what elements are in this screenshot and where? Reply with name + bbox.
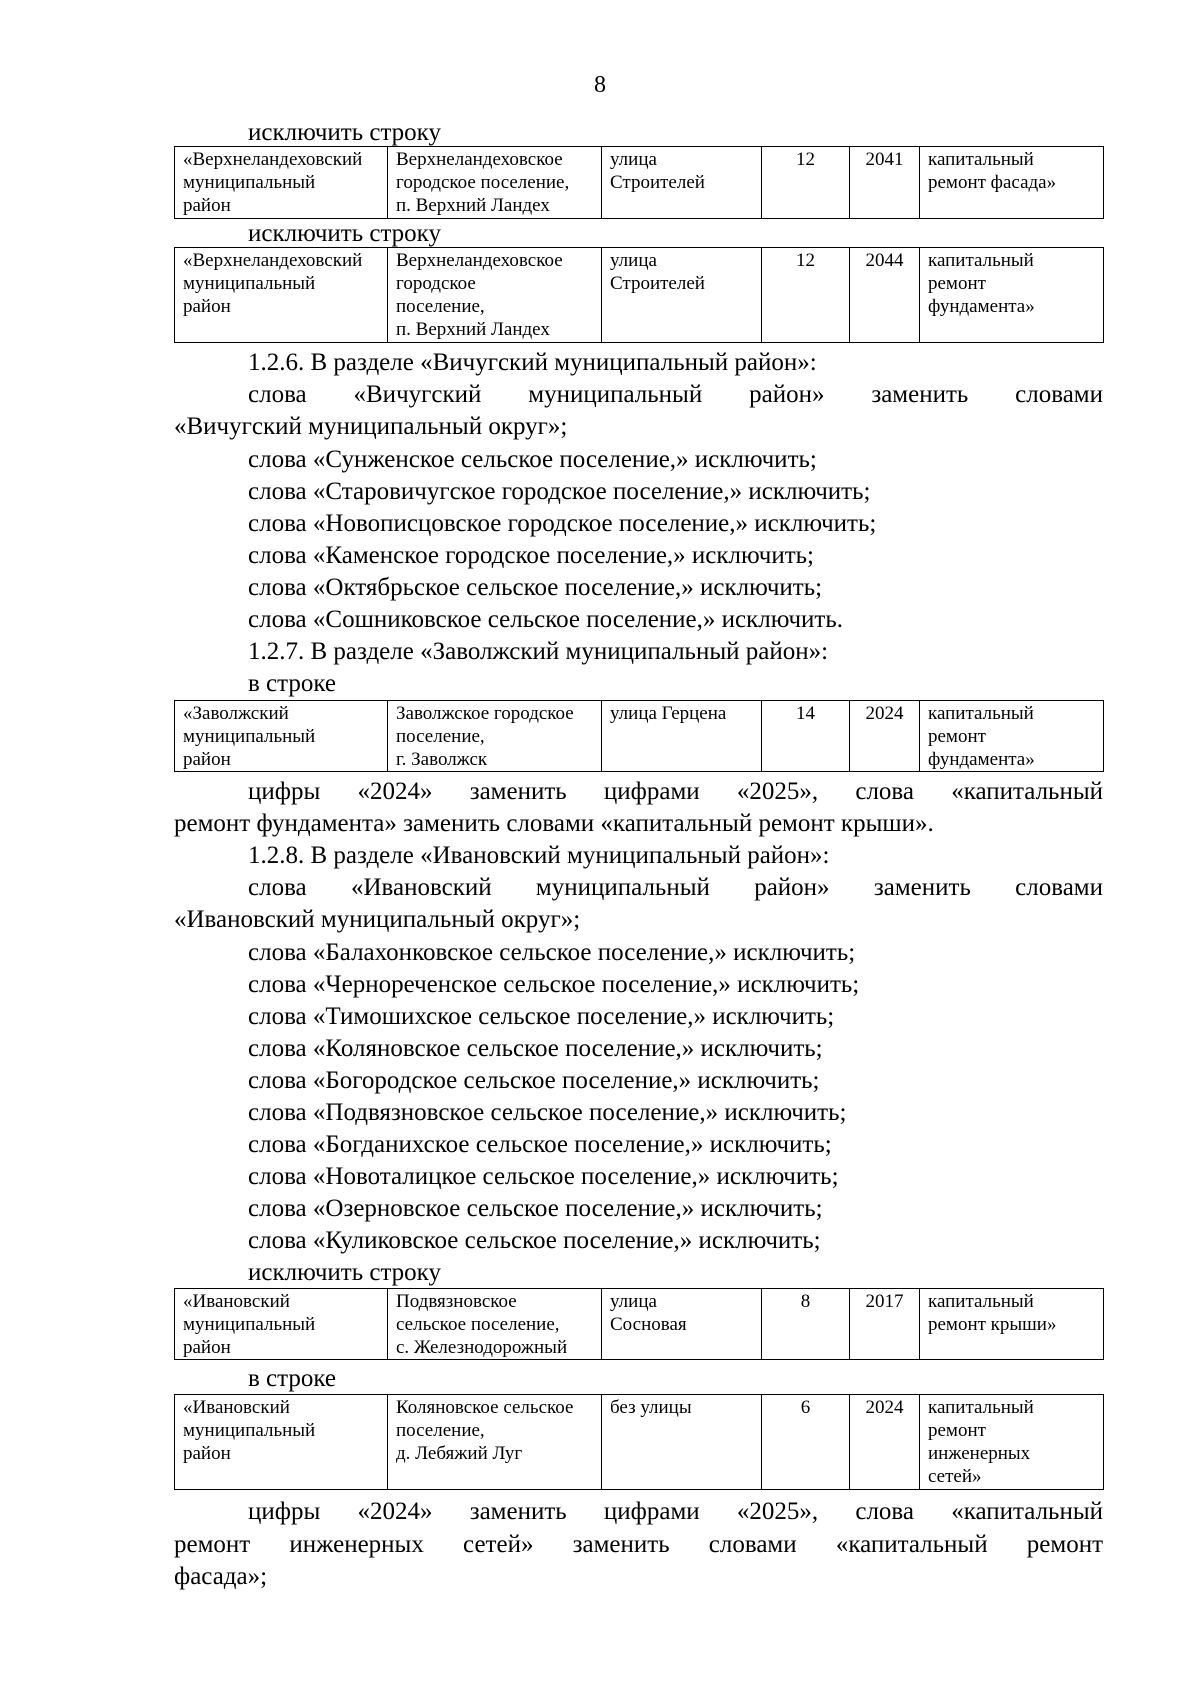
list-item: слова «Сошниковское сельское поселение,» исключить.	[248, 606, 844, 633]
list-item: слова «Богородское сельское поселение,» исключить;	[248, 1067, 820, 1094]
list-item: слова «Чернореченское сельское поселение,» исключить;	[248, 971, 860, 998]
record-table	[174, 247, 1104, 343]
cell-street: улица Герцена	[602, 701, 762, 772]
paragraph-line: ремонт фундамента» заменить словами «капитальный ремонт крыши».	[174, 810, 934, 837]
list-item: слова «Новоталицкое сельское поселение,» исключить;	[248, 1163, 839, 1190]
record-table	[174, 1288, 1104, 1360]
cell-district: «Заволжский муниципальный район	[175, 701, 388, 772]
cell-settlement: Заволжское городское поселение, г. Заволжск	[388, 701, 602, 772]
list-item: слова «Октябрьское сельское поселение,» исключить;	[248, 574, 823, 601]
instruction-exclude-row: исключить строку	[248, 1259, 441, 1286]
cell-work-type: капитальный ремонт фундамента»	[920, 248, 1104, 343]
section-heading: 1.2.7. В разделе «Заволжский муниципальный район»:	[248, 638, 829, 665]
cell-district: «Верхнеландеховский муниципальный район	[175, 248, 388, 343]
instruction-in-row: в строке	[248, 670, 337, 697]
paragraph-line: слова «Вичугский муниципальный район» заменить словами	[248, 381, 1103, 408]
table-row	[175, 248, 1104, 343]
cell-house-number: 14	[762, 701, 850, 772]
cell-settlement: Коляновское сельское поселение, д. Лебяжий Луг	[388, 1395, 602, 1490]
cell-street: улица Строителей	[602, 248, 762, 343]
paragraph-line: цифры «2024» заменить цифрами «2025», слова «капитальный	[248, 1498, 1103, 1525]
list-item: слова «Каменское городское поселение,» исключить;	[248, 542, 814, 569]
table-row	[175, 1395, 1104, 1490]
cell-house-number: 8	[762, 1289, 850, 1360]
record-table	[174, 700, 1104, 772]
paragraph-line: ремонт инженерных сетей» заменить словами «капитальный ремонт	[174, 1531, 1103, 1558]
cell-settlement: Подвязновское сельское поселение, с. Железнодорожный	[388, 1289, 602, 1360]
record-table	[174, 1394, 1104, 1490]
cell-year: 2024	[850, 1395, 920, 1490]
list-item: слова «Озерновское сельское поселение,» исключить;	[248, 1195, 823, 1222]
list-item: слова «Богданихское сельское поселение,» исключить;	[248, 1131, 832, 1158]
cell-house-number: 6	[762, 1395, 850, 1490]
paragraph-line: «Ивановский муниципальный округ»;	[174, 906, 581, 933]
section-heading: 1.2.8. В разделе «Ивановский муниципальный район»:	[248, 842, 830, 869]
list-item: слова «Подвязновское сельское поселение,» исключить;	[248, 1099, 847, 1126]
list-item: слова «Сунженское сельское поселение,» исключить;	[248, 446, 817, 473]
cell-street: улица Строителей	[602, 147, 762, 219]
section-heading: 1.2.6. В разделе «Вичугский муниципальный район»:	[248, 349, 817, 376]
cell-street: улица Сосновая	[602, 1289, 762, 1360]
table-row	[175, 701, 1104, 772]
list-item: слова «Новописцовское городское поселение,» исключить;	[248, 510, 877, 537]
cell-street: без улицы	[602, 1395, 762, 1490]
cell-house-number: 12	[762, 248, 850, 343]
page-number: 8	[594, 72, 606, 98]
instruction-exclude-row: исключить строку	[248, 119, 441, 146]
list-item: слова «Тимошихское сельское поселение,» исключить;	[248, 1003, 835, 1030]
paragraph-line: цифры «2024» заменить цифрами «2025», слова «капитальный	[248, 778, 1103, 805]
cell-settlement: Верхнеландеховское городское поселение, п. Верхний Ландех	[388, 248, 602, 343]
cell-work-type: капитальный ремонт фасада»	[920, 147, 1104, 219]
table-row	[175, 147, 1104, 219]
list-item: слова «Балахонковское сельское поселение,» исключить;	[248, 939, 856, 966]
cell-year: 2017	[850, 1289, 920, 1360]
cell-year: 2041	[850, 147, 920, 219]
cell-house-number: 12	[762, 147, 850, 219]
cell-year: 2044	[850, 248, 920, 343]
cell-work-type: капитальный ремонт фундамента»	[920, 701, 1104, 772]
cell-district: «Верхнеландеховский муниципальный район	[175, 147, 388, 219]
cell-work-type: капитальный ремонт крыши»	[920, 1289, 1104, 1360]
table-row	[175, 1289, 1104, 1360]
instruction-in-row: в строке	[248, 1365, 337, 1392]
paragraph-line: фасада»;	[174, 1563, 268, 1590]
cell-work-type: капитальный ремонт инженерных сетей»	[920, 1395, 1104, 1490]
list-item: слова «Коляновское сельское поселение,» исключить;	[248, 1035, 823, 1062]
record-table	[174, 146, 1104, 219]
cell-district: «Ивановский муниципальный район	[175, 1395, 388, 1490]
list-item: слова «Старовичугское городское поселение,» исключить;	[248, 478, 871, 505]
cell-district: «Ивановский муниципальный район	[175, 1289, 388, 1360]
paragraph-line: «Вичугский муниципальный округ»;	[174, 413, 568, 440]
cell-year: 2024	[850, 701, 920, 772]
paragraph-line: слова «Ивановский муниципальный район» заменить словами	[248, 874, 1103, 901]
instruction-exclude-row: исключить строку	[248, 220, 441, 247]
list-item: слова «Куликовское сельское поселение,» исключить;	[248, 1227, 821, 1254]
cell-settlement: Верхнеландеховское городское поселение, п. Верхний Ландех	[388, 147, 602, 219]
